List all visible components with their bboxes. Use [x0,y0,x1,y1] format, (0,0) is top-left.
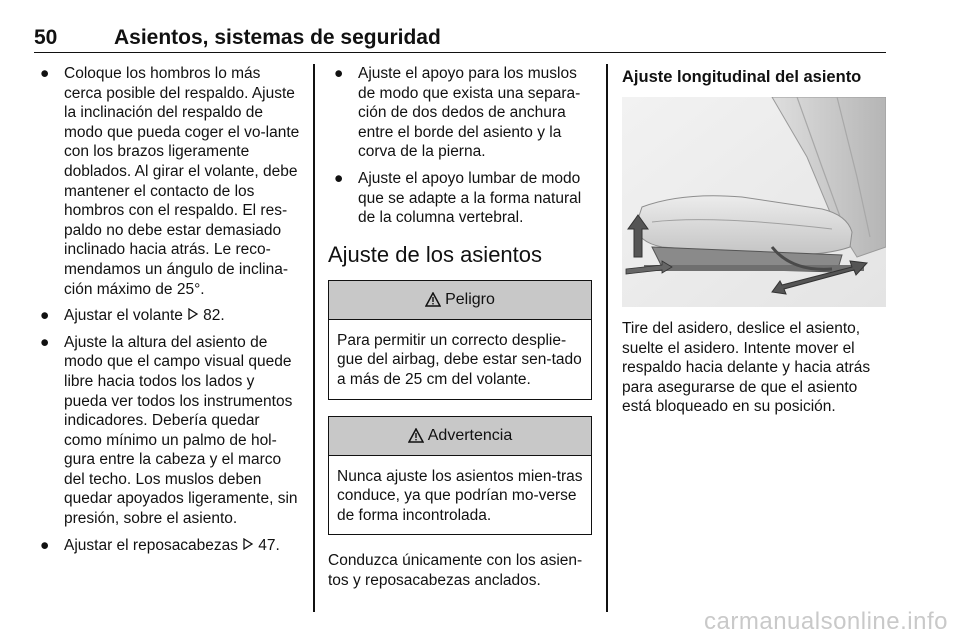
cross-reference-icon[interactable] [242,537,258,553]
bullet-icon: ● [40,307,50,325]
page-header [34,22,886,53]
warning-box-text: Nunca ajuste los asientos mien-tras conduce, ya que podrían mo-verse de forma incontrolada. [337,467,583,524]
list-item [34,333,300,529]
warning-box [328,416,592,536]
warning-triangle-icon [408,428,424,443]
bullet-icon: ● [334,65,344,82]
bullet-list-2 [328,64,592,228]
list-item-text: Ajuste el apoyo para los muslos de modo que exista una separa-ción de dos dedos de anchura entre el borde del asiento y la corva de la pierna. [358,65,581,161]
danger-box [328,280,592,400]
bullet-icon: ● [334,169,344,187]
danger-box-title: Peligro [445,290,495,308]
list-item [34,536,300,556]
list-item [34,306,300,326]
list-item [328,169,592,228]
cross-reference-icon[interactable] [187,307,203,323]
subheading: Ajuste longitudinal del asiento [622,68,862,86]
danger-box-header [329,281,591,320]
section-heading: Ajuste de los asientos [328,241,543,267]
list-item-text: Coloque los hombros lo más cerca posible del respaldo. Ajuste la inclinación del respaldo de modo que pueda coger el vo-lante con los brazos ligeramente doblados. Al girar el volante, debe mantener el contacto de los hombros con el respaldo. El res-paldo no debe estar demasiado inclinado hacia atrás. Le reco-mendamos un ángulo de inclina-ción máximo de 25°. [64,65,300,298]
page-number: 50 [34,26,58,49]
bullet-icon: ● [40,536,50,554]
warning-box-header [329,417,591,456]
column-2 [328,64,592,591]
list-item [328,64,592,162]
list-item-text: Ajuste la altura del asiento de modo que el campo visual quede libre hacia todos los lados y pueda ver todos los instrumentos indicadores. Debería quedar como mínimo un palmo de hol-gura entre la cabeza y el marco del techo. Los muslos deben quedar apoyados ligeramente, sin presión, sobre el asiento. [64,333,298,528]
list-item [34,64,300,299]
column-divider-1 [313,64,315,612]
body-paragraph: Conduzca únicamente con los asien-tos y reposacabezas anclados. [328,552,583,589]
list-item-text: Ajustar el reposacabezas [64,536,239,554]
bullet-icon: ● [40,65,50,82]
column-3 [622,64,886,417]
warning-box-title: Advertencia [427,426,513,444]
cross-reference-link[interactable]: 47. [258,536,280,554]
warning-triangle-icon [425,292,441,307]
cross-reference-link[interactable]: 82. [203,307,225,325]
list-item-text: Ajustar el volante [64,307,183,325]
column-divider-2 [606,64,608,612]
bullet-icon: ● [40,333,50,351]
column-1 [34,64,300,562]
danger-box-text: Para permitir un correcto desplie-gue del airbag, debe estar sen-tado a más de 25 cm del volante. [337,331,582,388]
body-paragraph: Tire del asidero, deslice el asiento, suelte el asidero. Intente mover el respaldo hacia delante y hacia atrás para asegurarse de que el asiento está bloqueado en su posición. [622,320,871,416]
bullet-list-1 [34,64,300,555]
list-item-text: Ajuste el apoyo lumbar de modo que se adapte a la forma natural de la columna vertebral. [358,169,582,227]
watermark: carmanualsonline.info [704,608,948,635]
page-title: Asientos, sistemas de seguridad [114,26,441,49]
seat-adjustment-illustration [622,97,886,307]
